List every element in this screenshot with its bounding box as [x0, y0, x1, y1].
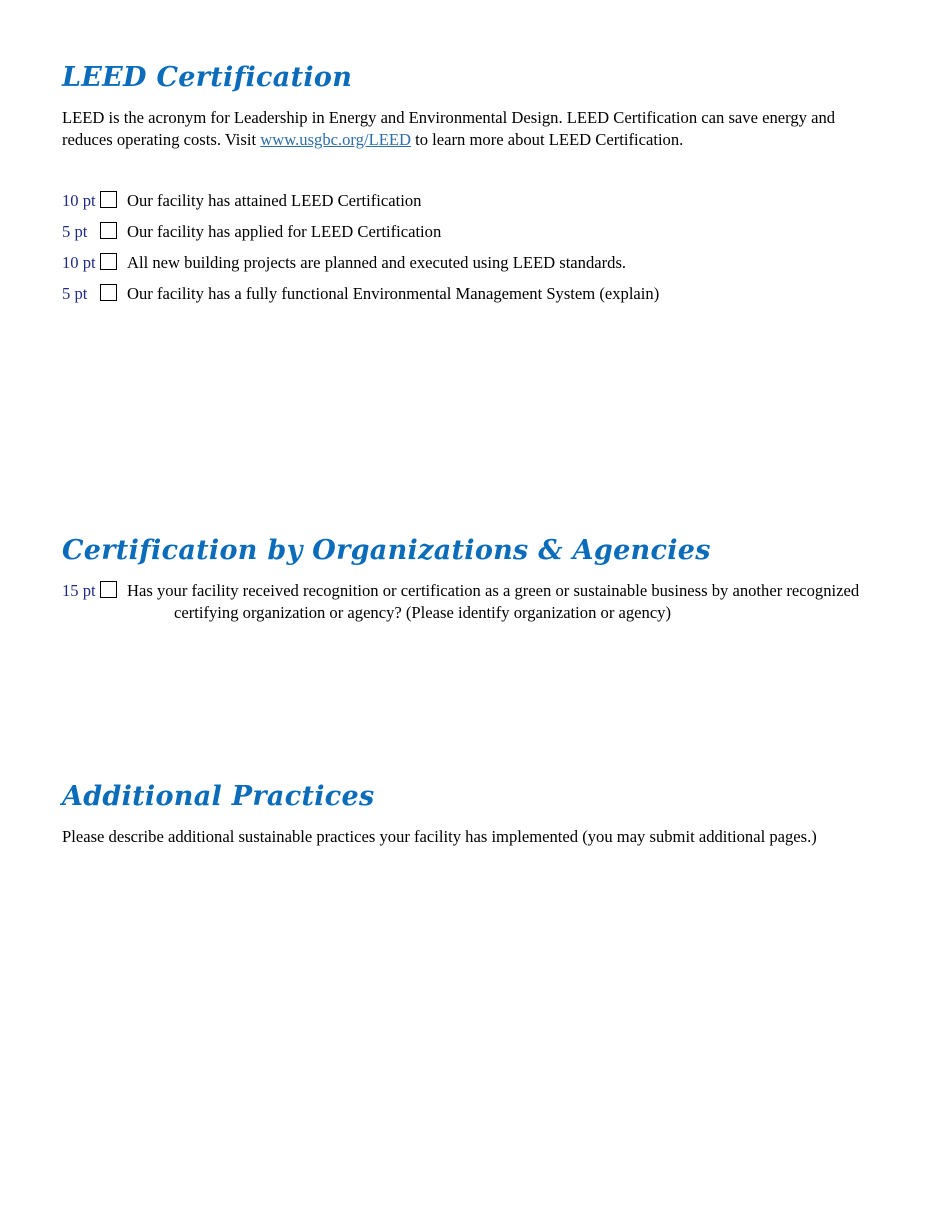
checkbox[interactable]: [100, 253, 117, 270]
points-label: 5 pt: [62, 284, 88, 303]
orgs-heading: Certification by Organizations & Agencies: [62, 535, 711, 566]
checkbox[interactable]: [100, 191, 117, 208]
checkbox[interactable]: [100, 581, 117, 598]
leed-intro: [62, 107, 882, 151]
checkbox[interactable]: [100, 284, 117, 301]
checkbox[interactable]: [100, 222, 117, 239]
usgbc-link[interactable]: www.usgbc.org/LEED: [260, 130, 411, 149]
item-label-continued: certifying organization or agency? (Please identify organization or agency): [174, 603, 672, 622]
item-label: All new building projects are planned and executed using LEED standards.: [127, 253, 627, 272]
item-label: Has your facility received recognition or certification as a green or sustainable business by another recognized: [127, 581, 860, 600]
leed-intro-text: LEED is the acronym for Leadership in Energy and Environmental Design. LEED Certification can save energy and reduces operating costs. Visit: [62, 108, 836, 149]
points-label: 5 pt: [62, 222, 88, 241]
item-label: Our facility has attained LEED Certification: [127, 191, 422, 210]
leed-heading: LEED Certification: [62, 62, 353, 93]
points-label: 10 pt: [62, 191, 96, 210]
item-label: Our facility has applied for LEED Certification: [127, 222, 442, 241]
additional-text: Please describe additional sustainable practices your facility has implemented (you may submit additional pages.): [62, 827, 817, 846]
leed-intro-text-end: to learn more about LEED Certification.: [410, 130, 684, 149]
item-label: Our facility has a fully functional Environmental Management System (explain): [127, 284, 660, 303]
additional-heading: Additional Practices: [62, 781, 375, 812]
points-label: 15 pt: [62, 581, 96, 600]
points-label: 10 pt: [62, 253, 96, 272]
